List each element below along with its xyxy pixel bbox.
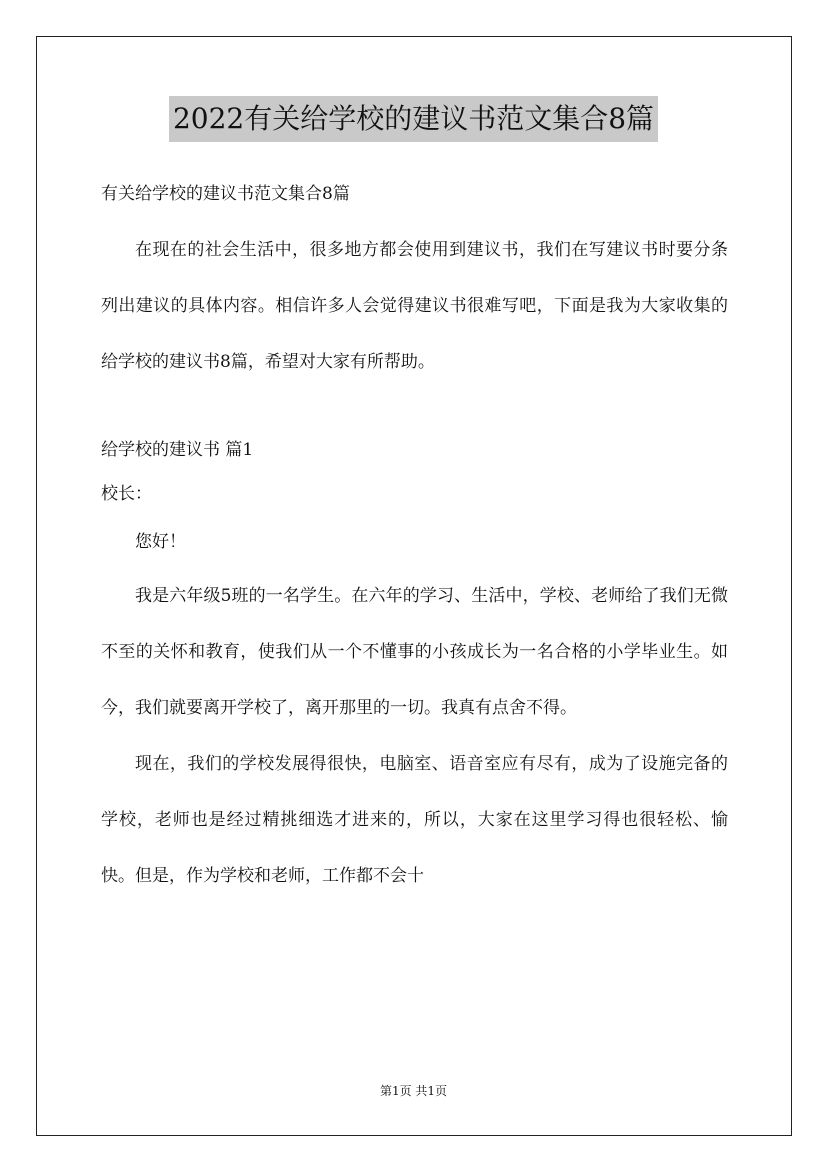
document-title: 2022有关给学校的建议书范文集合8篇 — [169, 96, 658, 142]
page-footer — [0, 1082, 827, 1099]
salutation: 校长： — [101, 484, 152, 504]
letter-paragraph-2: 现在，我们的学校发展得很快，电脑室、语音室应有尽有，成为了设施完备的学校，老师也是经过精挑细选才进来的，所以，大家在这里学习得也很轻松、愉快。但是，作为学校和老师，工作都不会十 — [101, 754, 728, 886]
section-heading: 给学校的建议书 篇1 — [101, 440, 254, 460]
document-title-container — [0, 96, 827, 142]
page-number: 第1页 共1页 — [379, 1084, 448, 1098]
document-body — [101, 172, 728, 904]
greeting: 您好！ — [135, 532, 186, 552]
document-subtitle: 有关给学校的建议书范文集合8篇 — [101, 184, 350, 204]
letter-paragraph-1: 我是六年级5班的一名学生。在六年的学习、生活中，学校、老师给了我们无微不至的关怀和教育，使我们从一个不懂事的小孩成长为一名合格的小学毕业生。如今，我们就要离开学校了，离开那里的一切。我真有点舍不得。 — [101, 586, 728, 718]
intro-paragraph: 在现在的社会生活中，很多地方都会使用到建议书，我们在写建议书时要分条列出建议的具体内容。相信许多人会觉得建议书很难写吧，下面是我为大家收集的给学校的建议书8篇，希望对大家有所帮助。 — [101, 240, 728, 372]
